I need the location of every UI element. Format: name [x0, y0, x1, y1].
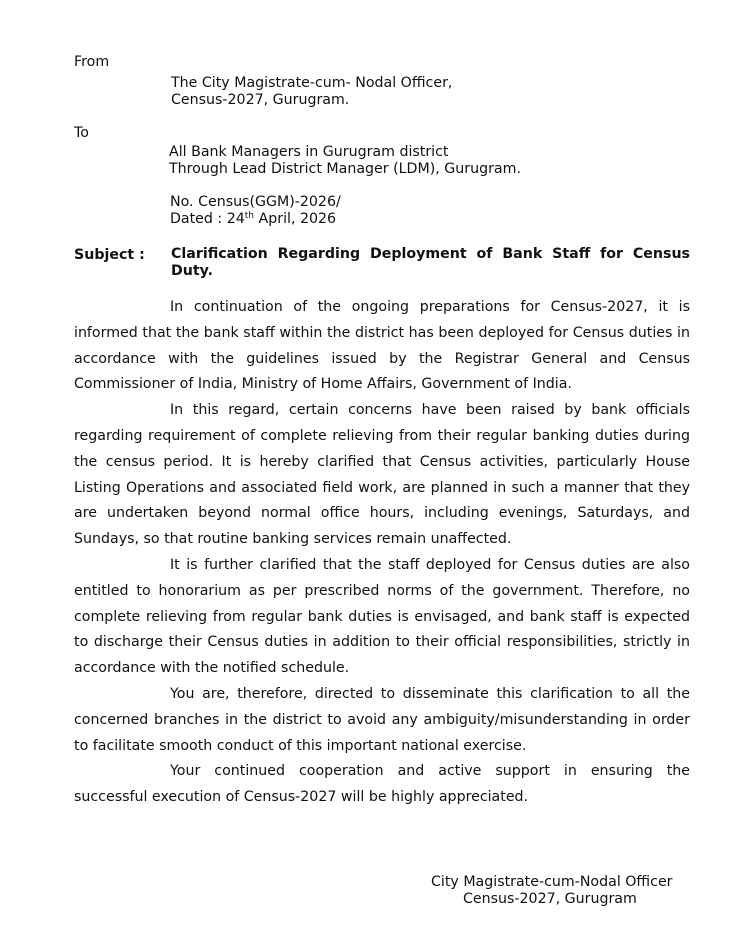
body-paragraph-4: You are, therefore, directed to disseminate this clarification to all the concerned branches in the district to avoid any ambiguity/misunderstanding in order to facilitate smooth conduct of this important national exercise. — [74, 685, 690, 754]
body-paragraph-5: Your continued cooperation and active support in ensuring the successful execution of Census-2027 will be highly appreciated. — [74, 763, 690, 806]
signature-designation: City Magistrate-cum-Nodal Officer — [431, 874, 673, 890]
date-rest: April, 2026 — [254, 211, 337, 227]
date-ordinal-suffix: th — [244, 211, 255, 221]
subject-label: Subject : — [74, 247, 145, 263]
letter-date — [170, 210, 336, 228]
letter-body — [74, 295, 690, 811]
body-paragraph-3: It is further clarified that the staff deployed for Census duties are also entitled to honorarium as per prescribed norms of the government. Therefore, no complete relieving from regular bank duties is envisaged, and bank staff is expected to discharge their Census duties in addition to their official responsibilities, strictly in accordance with the notified schedule. — [74, 556, 690, 677]
sender-designation: The City Magistrate-cum- Nodal Officer, — [171, 75, 453, 91]
signature-office: Census-2027, Gurugram — [463, 891, 637, 907]
recipient-line-1: All Bank Managers in Gurugram district — [169, 144, 449, 160]
body-paragraph-1: In continuation of the ongoing preparations for Census-2027, it is informed that the bank staff within the district has been deployed for Census duties in accordance with the guidelines issued by the Registrar General and Census Commissioner of India, Ministry of Home Affairs, Government of India. — [74, 299, 690, 393]
recipient-line-2: Through Lead District Manager (LDM), Gurugram. — [169, 161, 521, 177]
body-paragraph-2: In this regard, certain concerns have been raised by bank officials regarding requirement of complete relieving from their regular banking duties during the census period. It is hereby clarified that Census activities, particularly House Listing Operations and associated field work, are planned in such a manner that they are undertaken beyond normal office hours, including evenings, Saturdays, and Sundays, so that routine banking services remain unaffected. — [74, 402, 690, 548]
subject-text: Clarification Regarding Deployment of Bank Staff for Census Duty. — [171, 246, 690, 279]
from-label: From — [74, 54, 110, 70]
reference-number: No. Census(GGM)-2026/ — [170, 194, 341, 210]
sender-office: Census-2027, Gurugram. — [171, 92, 350, 108]
to-label: To — [74, 125, 89, 141]
date-prefix: Dated : 24 — [170, 211, 245, 227]
